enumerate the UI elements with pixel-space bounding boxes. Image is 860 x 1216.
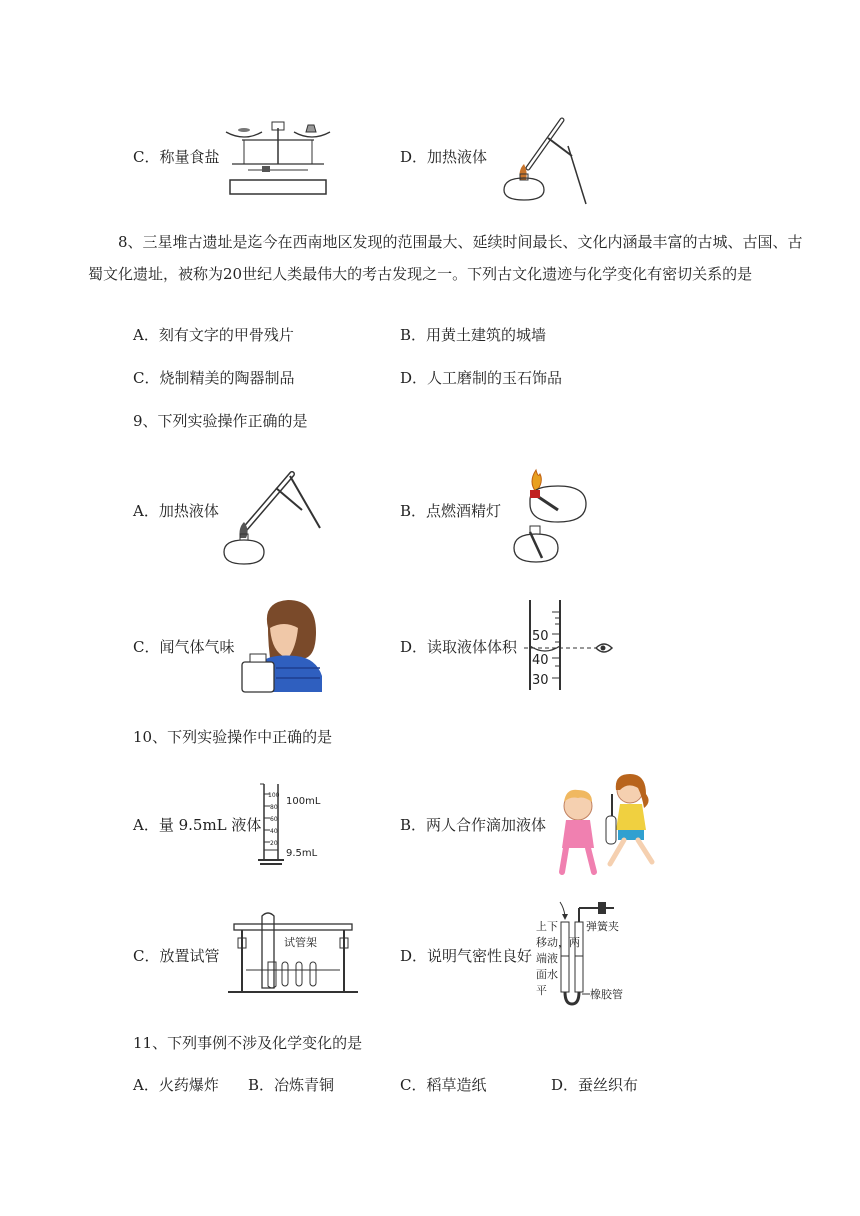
clamp-label: 弹簧夹 xyxy=(586,920,619,933)
q11-option-c: C．稻草造纸 xyxy=(400,1076,487,1094)
cylinder-mark-50: 50 xyxy=(532,629,549,644)
cylinder-mark-30: 30 xyxy=(532,673,549,688)
q9-option-b: B．点燃酒精灯 xyxy=(400,502,502,520)
cylinder-tick-20: 20 xyxy=(270,840,278,847)
cylinder-tick-80: 80 xyxy=(270,804,278,811)
cylinder-mark-40: 40 xyxy=(532,653,549,668)
q10-option-b: B．两人合作滴加液体 xyxy=(400,816,547,834)
apparatus-note-line1: 上下 xyxy=(536,920,558,933)
measuring-cylinder-image xyxy=(256,780,334,866)
rubber-tube-label: 橡胶管 xyxy=(590,988,623,1001)
balance-scale-image xyxy=(222,118,334,198)
heating-liquid-image-q7 xyxy=(490,118,590,206)
q8-stem: 8、三星堆古遗址是迄今在西南地区发现的范围最大、延续时间最长、文化内涵最丰富的古城、古国、古蜀文化遗址，被称为20世纪人类最伟大的考古发现之一。下列古文化遗迹与化学变化有密切关系的是 xyxy=(88,233,803,283)
smelling-gas-image xyxy=(240,598,322,692)
cylinder-capacity-label: 100mL xyxy=(286,796,321,807)
heating-liquid-image-q9 xyxy=(220,466,324,570)
arrow-down-icon xyxy=(560,902,565,916)
q7-option-d: D．加热液体 xyxy=(400,148,488,166)
q8-option-a: A．刻有文字的甲骨残片 xyxy=(133,326,294,344)
q10-option-d: D．说明气密性良好 xyxy=(400,947,533,965)
graduated-cylinder-reading-image xyxy=(522,598,616,692)
cylinder-target-label: 9.5mL xyxy=(286,848,318,859)
q10-option-a: A．量 9.5mL 液体 xyxy=(133,816,262,834)
q10-option-c: C．放置试管 xyxy=(133,947,220,965)
q9-stem: 9、下列实验操作正确的是 xyxy=(133,412,308,430)
cylinder-tick-60: 60 xyxy=(270,816,278,823)
two-children-dropping-liquid-image xyxy=(548,768,668,878)
apparatus-note-line5: 平 xyxy=(536,984,547,997)
airtightness-apparatus-image xyxy=(534,898,634,1008)
q9-option-c: C．闻气体气味 xyxy=(133,638,235,656)
clamp-icon xyxy=(598,902,606,914)
q11-option-b: B．冶炼青铜 xyxy=(248,1076,335,1094)
test-tube-rack-image xyxy=(228,910,358,996)
rack-label: 试管架 xyxy=(284,936,317,949)
q8-option-c: C．烧制精美的陶器制品 xyxy=(133,369,295,387)
q9-option-d: D．读取液体体积 xyxy=(400,638,518,656)
q11-option-d: D．蚕丝织布 xyxy=(551,1076,639,1094)
q8-option-d: D．人工磨制的玉石饰品 xyxy=(400,369,563,387)
q9-option-a: A．加热液体 xyxy=(133,502,219,520)
apparatus-note-line4: 面水 xyxy=(536,968,558,981)
q11-stem: 11、下列事例不涉及化学变化的是 xyxy=(133,1034,363,1052)
q11-option-a: A．火药爆炸 xyxy=(133,1076,219,1094)
cylinder-tick-40: 40 xyxy=(270,828,278,835)
q7-option-c: C．称量食盐 xyxy=(133,148,220,166)
q8-option-b: B．用黄土建筑的城墙 xyxy=(400,326,547,344)
q10-stem: 10、下列实验操作中正确的是 xyxy=(133,728,333,746)
apparatus-note-line3: 端液 xyxy=(536,952,558,965)
apparatus-note-line2: 移动，两 xyxy=(536,936,580,949)
cylinder-tick-100: 100 xyxy=(268,792,280,799)
lighting-alcohol-lamp-image xyxy=(500,464,592,568)
